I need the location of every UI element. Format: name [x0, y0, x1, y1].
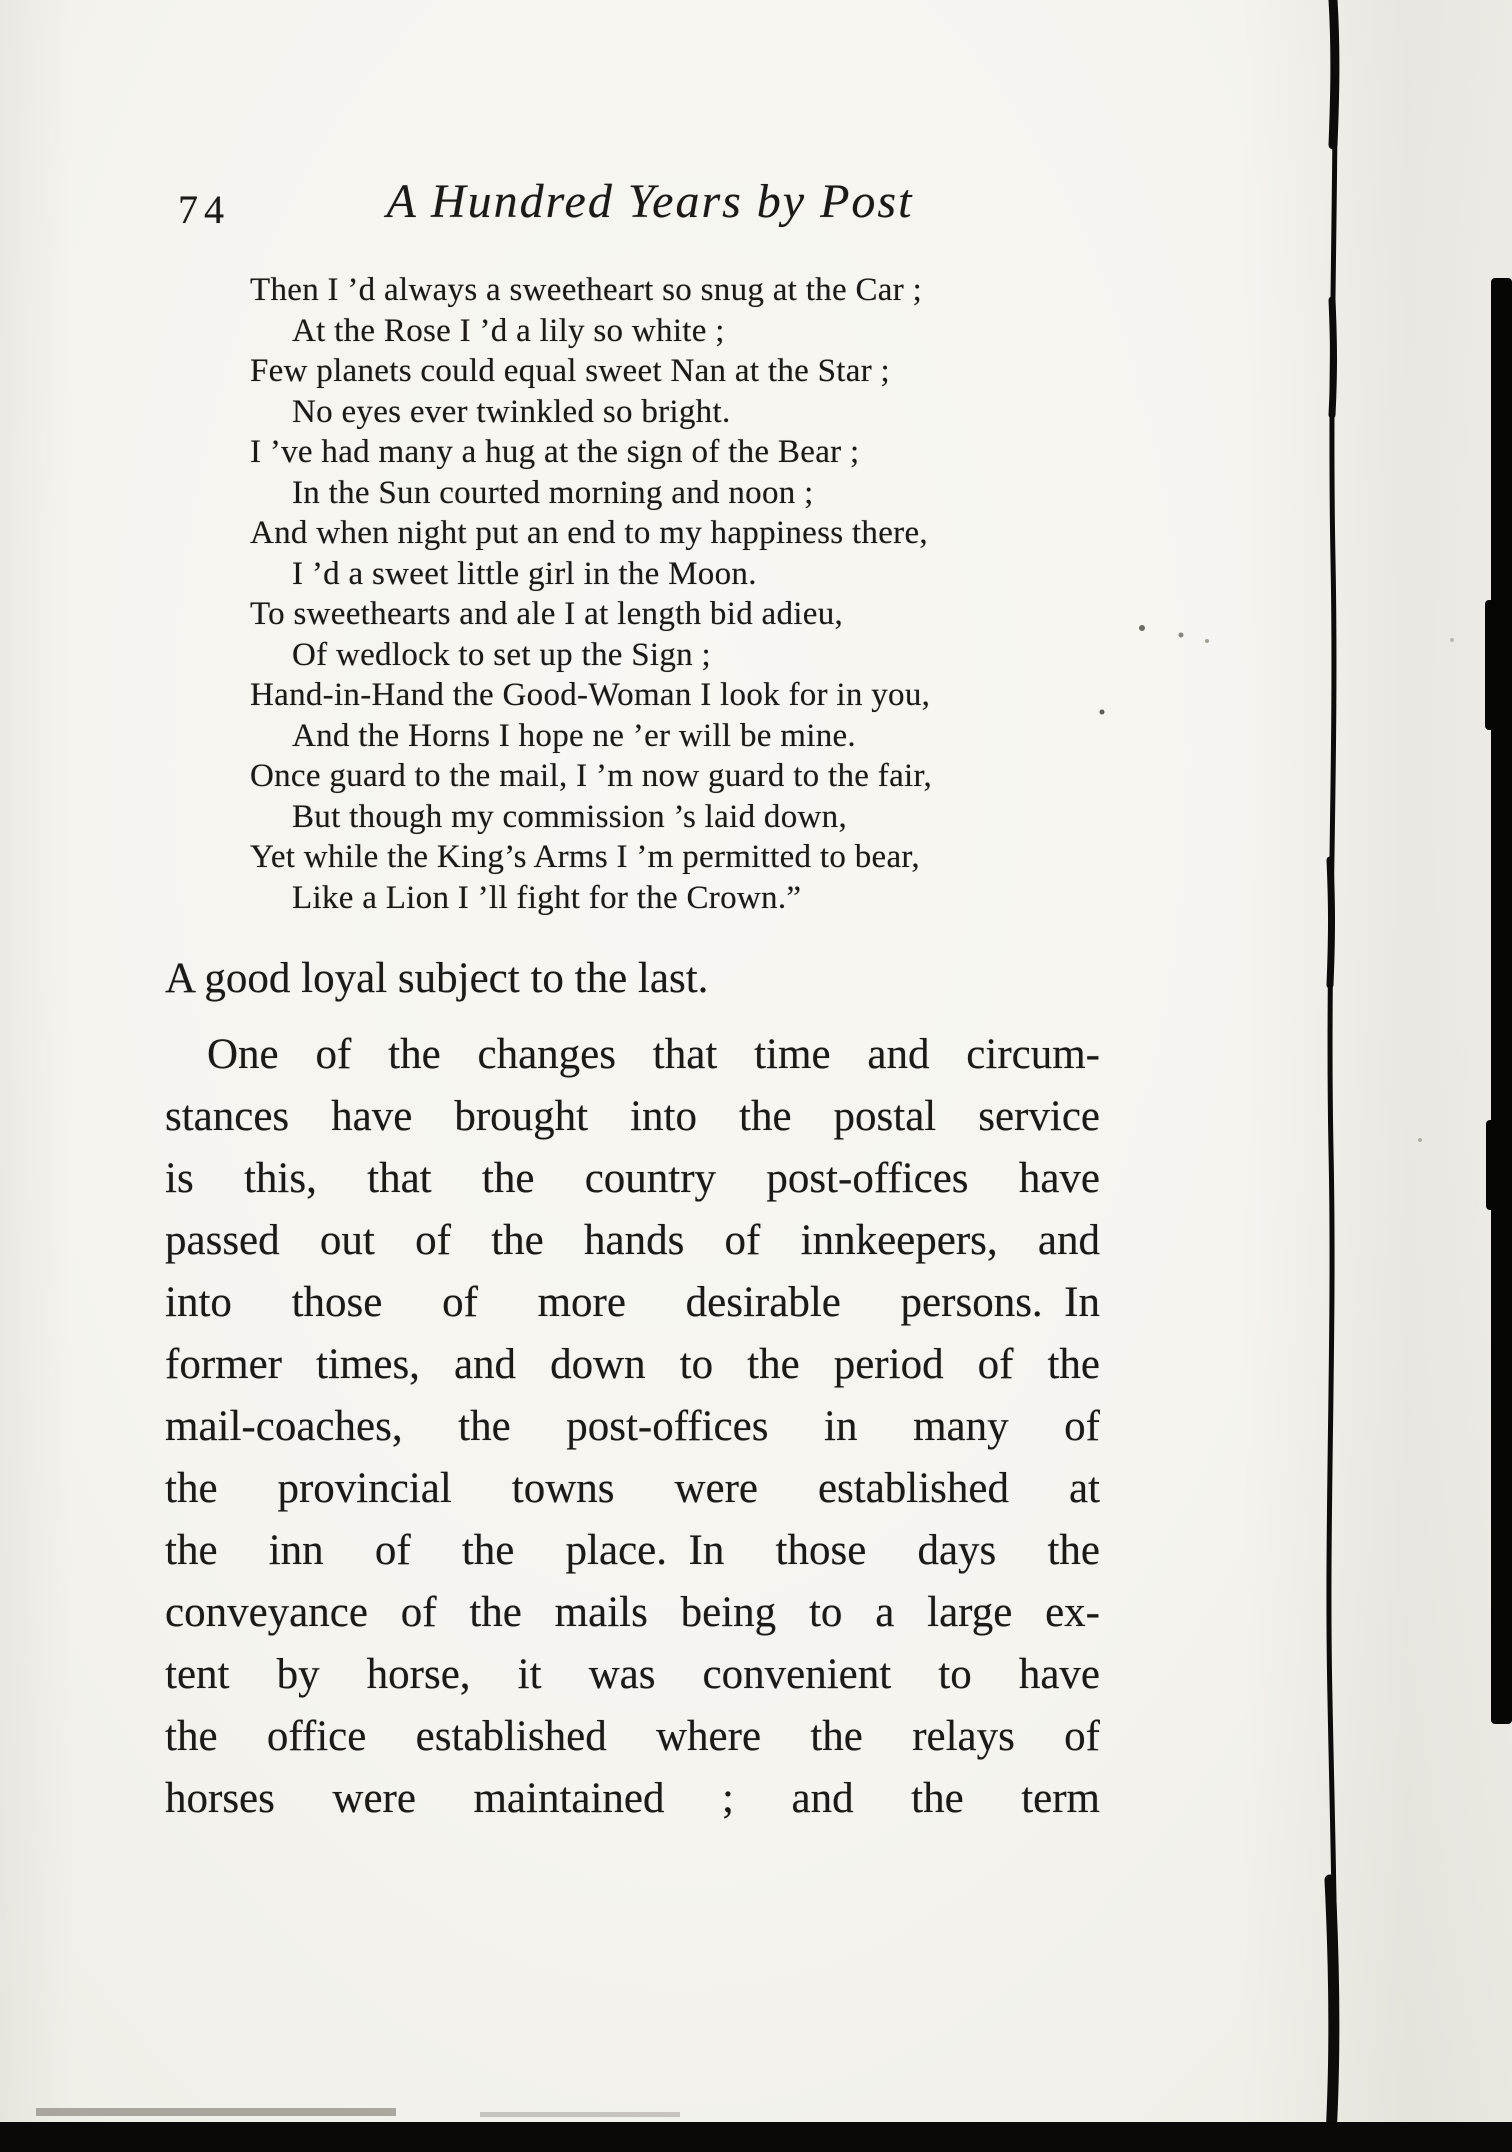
poem-line: No eyes ever twinkled so bright. [292, 393, 731, 430]
bottom-scan-smudge2 [480, 2112, 680, 2117]
poem [250, 270, 1050, 918]
poem-line: I ’ve had many a hug at the sign of the Bear ; [250, 434, 860, 470]
gutter-shadow-thick-top [1333, 0, 1335, 145]
gutter-shadow-thick-mid1 [1332, 300, 1334, 415]
poem-line: I ’d a sweet little girl in the Moon. [292, 555, 757, 592]
gutter-shadow-line [1329, 0, 1335, 2152]
ink-speck [1179, 633, 1184, 638]
poem-line: Few planets could equal sweet Nan at the Star ; [250, 353, 891, 389]
ink-speck [1205, 639, 1209, 643]
poem-line: To sweethearts and ale I at length bid adieu, [250, 596, 844, 632]
poem-line: And the Horns I hope ne ’er will be mine. [292, 717, 856, 754]
bottom-scan-smudge1 [36, 2108, 396, 2116]
bottom-scan-strip [0, 2122, 1512, 2152]
text-line: is this, that the country post-offices have [165, 1155, 1100, 1202]
text-line: into those of more desirable persons. In [165, 1279, 1100, 1326]
ink-speck [1450, 638, 1454, 642]
page-number: 74 [178, 187, 230, 232]
poem-line: Like a Lion I ’ll fight for the Crown.” [292, 879, 802, 916]
text-line: stances have brought into the postal service [165, 1093, 1100, 1140]
poem-line: In the Sun courted morning and noon ; [292, 474, 814, 511]
gutter-shadow-thick-bottom [1330, 1880, 1334, 2152]
poem-line: Hand-in-Hand the Good-Woman I look for in you, [250, 677, 931, 713]
text-line: the office established where the relays of [165, 1713, 1100, 1760]
page-edge-bar-bump1 [1485, 600, 1495, 730]
text-line: former times, and down to the period of the [165, 1341, 1100, 1388]
poem-line: Yet while the King’s Arms I ’m permitted to bear, [250, 839, 920, 875]
text-line: the provincial towns were established at [165, 1465, 1100, 1512]
poem-line: Once guard to the mail, I ’m now guard to the fair, [250, 758, 933, 794]
poem-line: Then I ’d always a sweetheart so snug at the Car ; [250, 272, 923, 308]
page-edge-bar-bump2 [1486, 1120, 1495, 1210]
text-line: tent by horse, it was convenient to have [165, 1651, 1100, 1698]
text-line: conveyance of the mails being to a large ex- [165, 1589, 1100, 1636]
ink-speck [1100, 710, 1105, 715]
body-text [165, 948, 1100, 1830]
text-line: mail-coaches, the post-offices in many of [165, 1403, 1100, 1450]
text-line: A good loyal subject to the last. [165, 955, 709, 1002]
poem-line: At the Rose I ’d a lily so white ; [292, 312, 725, 349]
poem-line: Of wedlock to set up the Sign ; [292, 636, 711, 673]
poem-line: And when night put an end to my happiness there, [250, 515, 928, 551]
text-line: the inn of the place. In those days the [165, 1527, 1100, 1574]
paragraph [165, 1024, 1100, 1830]
ink-speck [1139, 625, 1145, 631]
gutter-shadow-thick-mid2 [1330, 860, 1332, 985]
running-header: A Hundred Years by Post [386, 175, 914, 228]
paragraph [165, 948, 1100, 1010]
ink-speck [1418, 1138, 1422, 1142]
text-line: horses were maintained ; and the term [165, 1775, 1100, 1822]
page-edge-bar [1491, 278, 1512, 1724]
text-line: passed out of the hands of innkeepers, and [165, 1217, 1100, 1264]
poem-line: But though my commission ’s laid down, [292, 798, 847, 835]
text-line: One of the changes that time and circum- [207, 1031, 1100, 1078]
